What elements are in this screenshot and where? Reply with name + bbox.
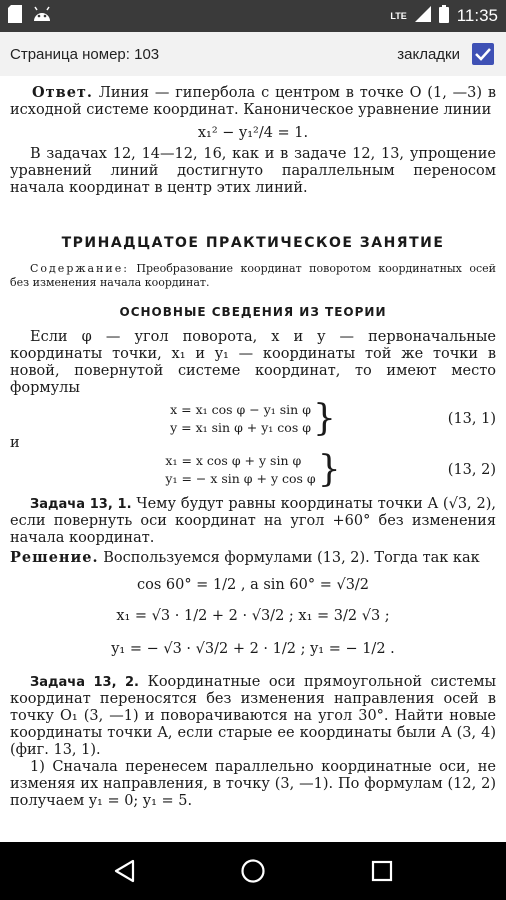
answer-text: Линия — гипербола с центром в точке O (1, —3) в исходной системе координат. Каноническое уравнение линии <box>10 85 497 118</box>
solution-formula-2: x₁ = √3 · 1/2 + 2 · √3/2 ; x₁ = 3/2 √3 ; <box>116 608 390 624</box>
solution-lead: Решение. <box>10 549 99 566</box>
book-page[interactable] <box>0 76 506 842</box>
solution-formula-1: cos 60° = 1/2 , a sin 60° = √3/2 <box>136 577 370 593</box>
sd-card-icon <box>8 5 22 27</box>
status-bar <box>0 0 506 32</box>
and-word: и <box>10 435 20 451</box>
formula-13-2-line1: x₁ = x cos φ + y sin φ <box>165 453 302 468</box>
home-button[interactable] <box>233 851 273 891</box>
network-type: LTE <box>390 11 407 21</box>
task-13-2-step: 1) Сначала перенесем параллельно координатные оси, не изменяя их направления, в точку (3, —1). По формулам (12, 2) получаем y₁ = 0; y₁ = 5. <box>10 759 496 809</box>
answer-lead: Ответ. <box>32 84 93 101</box>
task-13-2-text: Координатные оси прямоугольной системы координат переносятся без изменения направления осей в точку O₁ (3, —1) и поворачиваются на угол 30°. Найти новые координаты точки A, если старые ее координаты были A (3, 4) (фиг. 13, 1). <box>10 674 497 758</box>
bookmarks-label: закладки <box>397 45 460 63</box>
page-number-label: Страница номер: 103 <box>10 45 160 63</box>
battery-icon <box>439 5 449 28</box>
section-title: ТРИНАДЦАТОЕ ПРАКТИЧЕСКОЕ ЗАНЯТИЕ <box>61 235 445 251</box>
theory-paragraph: Если φ — угол поворота, x и y — первоначальные координаты точки, x₁ и y₁ — координаты той же точки в новой, повернутой системе координат, то имеют место формулы <box>10 329 496 396</box>
answer-paragraph <box>10 84 496 119</box>
app-header <box>0 32 506 76</box>
home-icon <box>240 858 266 884</box>
task-13-1-text: Чему будут равны координаты точки A (√3, 2), если повернуть оси координат на угол +60° без изменения начала координат. <box>10 496 497 546</box>
formula-13-2-line2: y₁ = − x sin φ + y cos φ <box>165 471 316 486</box>
recents-icon <box>371 860 393 882</box>
summary-text: Преобразование координат поворотом координатных осей без изменения начала координат. <box>10 262 497 289</box>
task-13-2-lead: Задача 13, 2. <box>30 675 140 690</box>
task-13-1-lead: Задача 13, 1. <box>30 497 132 512</box>
signal-icon <box>415 6 431 27</box>
solution-text: Воспользуемся формулами (13, 2). Тогда так как <box>103 550 480 566</box>
back-button[interactable] <box>104 851 144 891</box>
checkmark-icon <box>475 47 491 61</box>
formula-13-1-line1: x = x₁ cos φ − y₁ sin φ <box>170 402 311 417</box>
recents-button[interactable] <box>362 851 402 891</box>
summary-lead: Содержание: <box>30 262 129 275</box>
task-13-1-paragraph <box>10 496 496 547</box>
navigation-bar <box>0 842 506 900</box>
theory-title: ОСНОВНЫЕ СВЕДЕНИЯ ИЗ ТЕОРИИ <box>119 305 387 319</box>
back-icon <box>113 859 135 883</box>
formula-13-1-line2: y = x₁ sin φ + y₁ cos φ <box>170 420 311 435</box>
solution-formula-3: y₁ = − √3 · √3/2 + 2 · 1/2 ; y₁ = − 1/2 . <box>111 641 395 657</box>
summary-paragraph <box>10 262 496 290</box>
formula-13-1-number: (13, 1) <box>447 410 496 427</box>
bookmarks-toggle[interactable] <box>397 43 494 65</box>
answer-formula: x₁² − y₁²/4 = 1. <box>197 125 309 141</box>
clock: 11:35 <box>456 6 498 25</box>
reduction-paragraph: В задачах 12, 14—12, 16, как и в задаче 12, 13, упрощение уравнений линий достигнуто параллельным переносом начала координат в центр этих линий. <box>10 146 496 196</box>
solution-paragraph <box>10 549 496 567</box>
formula-13-1: x = x₁ cos φ − y₁ sin φ y = x₁ sin φ + y₁ cos φ } (13, 1) <box>170 398 496 439</box>
android-icon <box>32 6 52 26</box>
bookmarks-checkbox[interactable] <box>472 43 494 65</box>
task-13-2-paragraph <box>10 674 496 759</box>
formula-13-2: x₁ = x cos φ + y sin φ y₁ = − x sin φ + y cos φ } (13, 2) <box>165 449 496 490</box>
formula-13-2-number: (13, 2) <box>447 461 496 478</box>
